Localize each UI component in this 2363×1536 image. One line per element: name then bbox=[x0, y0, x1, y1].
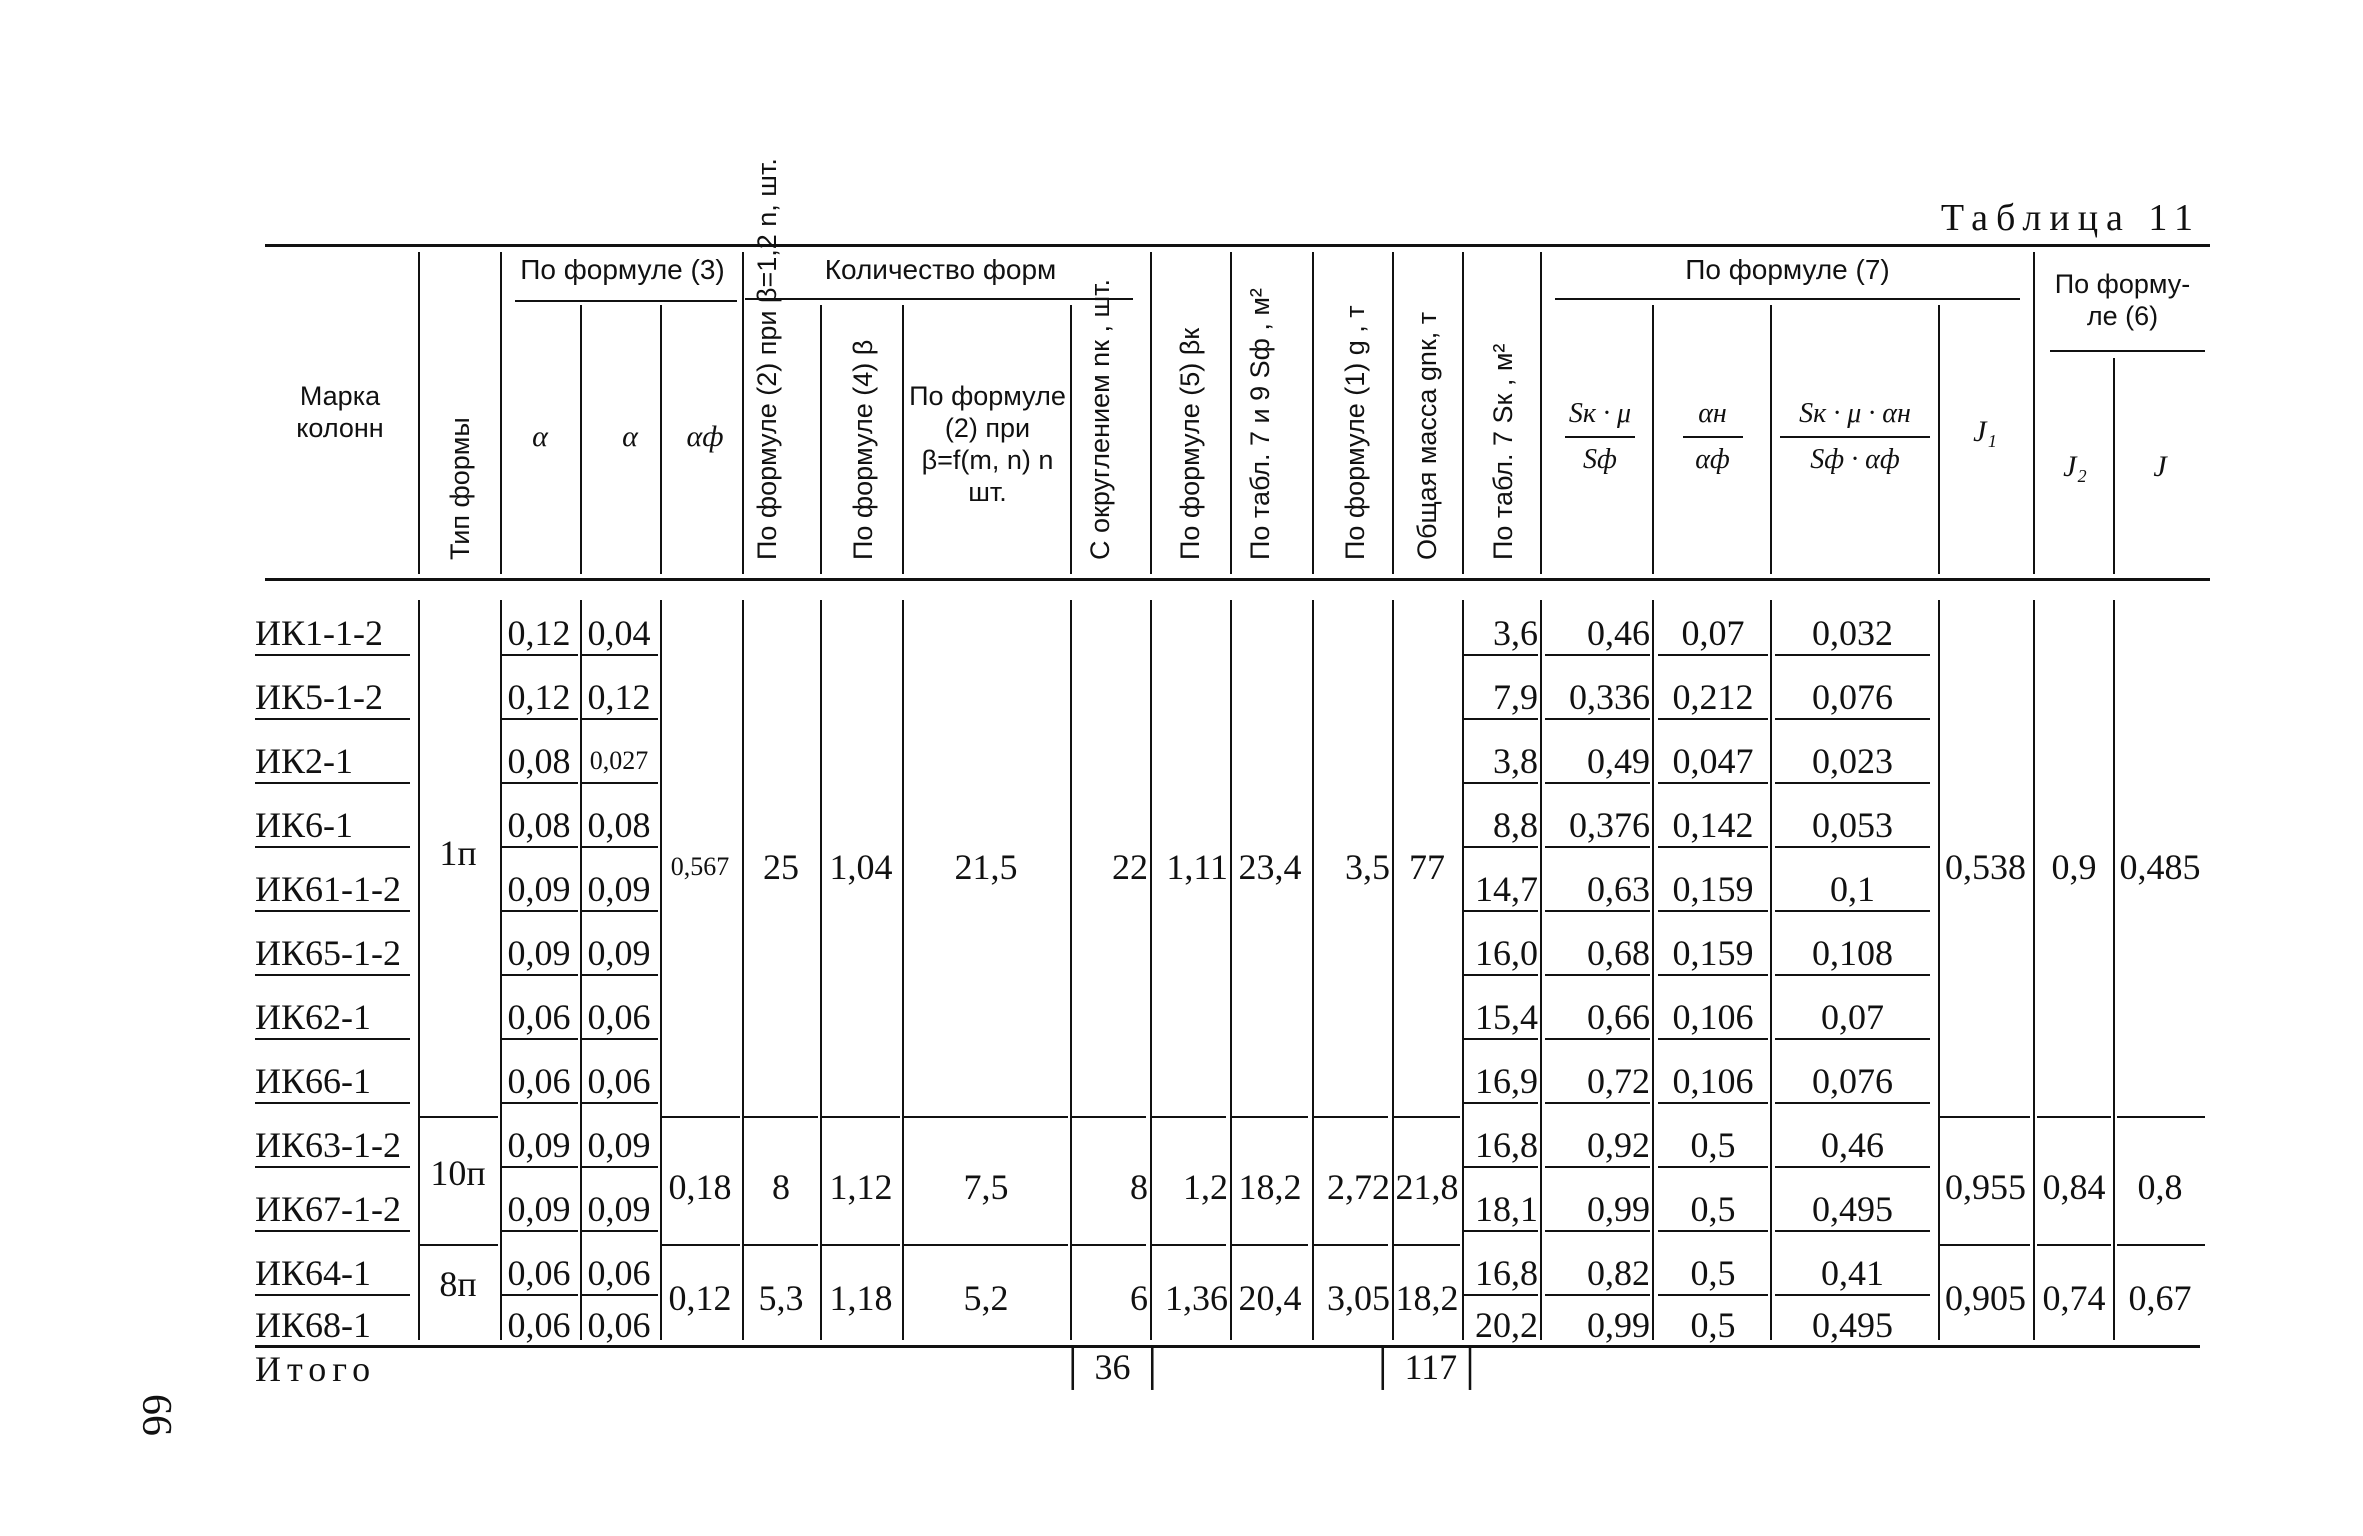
header-f7-c3 bbox=[1775, 398, 1935, 476]
hdr-sep bbox=[2113, 358, 2115, 574]
f6-group-underline bbox=[2050, 350, 2205, 352]
hdr-sep bbox=[1230, 252, 1232, 574]
group-separator-rule bbox=[744, 1116, 818, 1118]
row-f7-c1: 0,376 bbox=[1545, 804, 1650, 848]
header-f7-c1 bbox=[1550, 398, 1650, 476]
row-sk: 16,8 bbox=[1462, 1252, 1538, 1296]
header-f7-c2 bbox=[1660, 398, 1765, 476]
header-f1: По формуле (1) g , т bbox=[1340, 305, 1370, 560]
group-nk: 8 bbox=[1130, 1167, 1148, 1207]
hdr-sep bbox=[902, 305, 904, 574]
row-alpha-prime: 0,04 bbox=[580, 612, 658, 656]
group-j: 0,485 bbox=[2119, 847, 2201, 887]
row-f7-c1: 0,66 bbox=[1545, 996, 1650, 1040]
hdr-sep bbox=[742, 252, 744, 574]
body-column-rule bbox=[500, 600, 502, 1340]
group-separator-rule bbox=[1940, 1116, 2030, 1118]
group-separator-rule bbox=[904, 1116, 1068, 1118]
header-f4-beta: По формуле (4) β bbox=[848, 339, 878, 560]
header-f7-c1-den: Sф bbox=[1583, 444, 1617, 475]
row-sk: 3,6 bbox=[1462, 612, 1538, 656]
row-alpha: 0,06 bbox=[500, 1304, 578, 1348]
total-nk: │ 36 │ bbox=[1060, 1347, 1166, 1387]
group-alpha-f: 0,567 bbox=[670, 852, 730, 881]
header-group-f3: По формуле (3) bbox=[520, 254, 725, 285]
header-tabl7: По табл. 7 Sк , м² bbox=[1488, 343, 1518, 560]
row-alpha: 0,06 bbox=[500, 996, 578, 1040]
header-f7-c3-num: Sк · μ · αн bbox=[1799, 398, 1911, 429]
group-n12: 8 bbox=[772, 1167, 790, 1207]
header-f7-c3-den: Sф · αф bbox=[1810, 444, 1900, 475]
row-f7-c2: 0,047 bbox=[1658, 740, 1768, 784]
hdr-sep bbox=[660, 305, 662, 574]
header-f7-c1-num: Sк · μ bbox=[1568, 398, 1632, 429]
group-nf: 21,5 bbox=[954, 847, 1018, 887]
row-f7-c3: 0,053 bbox=[1775, 804, 1930, 848]
hdr-sep bbox=[418, 252, 420, 574]
group-nk: 6 bbox=[1130, 1278, 1148, 1318]
row-alpha-prime: 0,09 bbox=[580, 868, 658, 912]
row-f7-c3: 0,032 bbox=[1775, 612, 1930, 656]
group-beta4: 1,12 bbox=[829, 1167, 893, 1207]
hdr-sep bbox=[820, 305, 822, 574]
row-f7-c1: 0,99 bbox=[1545, 1188, 1650, 1232]
total-nk-value: 36 bbox=[1094, 1347, 1131, 1387]
hdr-sep bbox=[1150, 252, 1152, 574]
count-group-underline bbox=[745, 298, 1133, 300]
group-type: 10п bbox=[430, 1153, 486, 1193]
total-label: Итого bbox=[255, 1349, 377, 1389]
hdr-sep bbox=[1312, 252, 1314, 574]
group-separator-rule bbox=[904, 1244, 1068, 1246]
row-alpha: 0,08 bbox=[500, 740, 578, 784]
row-f7-c3: 0,108 bbox=[1775, 932, 1930, 976]
group-type: 1п bbox=[439, 833, 477, 873]
group-mass: 18,2 bbox=[1395, 1278, 1459, 1318]
group-separator-rule bbox=[420, 1116, 498, 1118]
group-bk: 1,2 bbox=[1183, 1167, 1228, 1207]
top-rule bbox=[265, 244, 2210, 247]
row-alpha: 0,09 bbox=[500, 1124, 578, 1168]
group-separator-rule bbox=[1394, 1116, 1460, 1118]
body-column-rule bbox=[1070, 600, 1072, 1340]
hdr-sep bbox=[580, 305, 582, 574]
group-separator-rule bbox=[1232, 1244, 1308, 1246]
row-f7-c2: 0,106 bbox=[1658, 996, 1768, 1040]
row-f7-c1: 0,99 bbox=[1545, 1304, 1650, 1348]
row-alpha-prime: 0,027 bbox=[580, 740, 658, 784]
row-f7-c3: 0,41 bbox=[1775, 1252, 1930, 1296]
group-g: 2,72 bbox=[1327, 1167, 1390, 1207]
row-mark: ИК66-1 bbox=[255, 1060, 410, 1104]
header-group-f7: По формуле (7) bbox=[1685, 254, 1890, 285]
row-f7-c2: 0,07 bbox=[1658, 612, 1768, 656]
row-mark: ИК1-1-2 bbox=[255, 612, 410, 656]
row-alpha: 0,06 bbox=[500, 1060, 578, 1104]
header-type: Тип формы bbox=[445, 417, 475, 560]
header-bottom-rule bbox=[265, 578, 2210, 581]
row-alpha-prime: 0,06 bbox=[580, 1060, 658, 1104]
row-sk: 7,9 bbox=[1462, 676, 1538, 720]
header-mass: Общая масса gnк, т bbox=[1412, 311, 1442, 560]
row-f7-c2: 0,106 bbox=[1658, 1060, 1768, 1104]
row-alpha: 0,09 bbox=[500, 1188, 578, 1232]
group-separator-rule bbox=[1152, 1116, 1226, 1118]
row-f7-c2: 0,5 bbox=[1658, 1188, 1768, 1232]
body-column-rule bbox=[1392, 600, 1394, 1340]
row-f7-c3: 0,495 bbox=[1775, 1188, 1930, 1232]
group-separator-rule bbox=[1072, 1244, 1146, 1246]
group-separator-rule bbox=[662, 1116, 740, 1118]
header-alpha-f: αф bbox=[686, 420, 724, 453]
group-separator-rule bbox=[662, 1244, 740, 1246]
row-alpha: 0,06 bbox=[500, 1252, 578, 1296]
header-f7-c2-num: αн bbox=[1698, 398, 1727, 429]
row-f7-c3: 0,495 bbox=[1775, 1304, 1930, 1348]
row-alpha-prime: 0,09 bbox=[580, 1124, 658, 1168]
header-j: J bbox=[2153, 450, 2167, 483]
row-mark: ИК68-1 bbox=[255, 1304, 410, 1348]
group-j2: 0,84 bbox=[2042, 1167, 2106, 1207]
row-mark: ИК5-1-2 bbox=[255, 676, 410, 720]
header-j1: J₁ bbox=[1973, 415, 1997, 448]
group-separator-rule bbox=[1314, 1244, 1388, 1246]
body-column-rule bbox=[660, 600, 662, 1340]
row-f7-c2: 0,5 bbox=[1658, 1304, 1768, 1348]
header-f7-c2-den: αф bbox=[1695, 444, 1730, 475]
row-f7-c1: 0,68 bbox=[1545, 932, 1650, 976]
group-sf: 20,4 bbox=[1238, 1278, 1302, 1318]
row-sk: 16,8 bbox=[1462, 1124, 1538, 1168]
body-column-rule bbox=[1540, 600, 1542, 1340]
row-alpha: 0,12 bbox=[500, 612, 578, 656]
group-beta4: 1,04 bbox=[829, 847, 893, 887]
group-mass: 21,8 bbox=[1395, 1167, 1459, 1207]
row-mark: ИК6-1 bbox=[255, 804, 410, 848]
row-mark: ИК62-1 bbox=[255, 996, 410, 1040]
row-alpha-prime: 0,06 bbox=[580, 1252, 658, 1296]
body-column-rule bbox=[2033, 600, 2035, 1340]
hdr-sep bbox=[2033, 252, 2035, 574]
group-nf: 7,5 bbox=[963, 1167, 1009, 1207]
group-separator-rule bbox=[2037, 1116, 2111, 1118]
group-alpha-f: 0,18 bbox=[668, 1167, 732, 1207]
group-j1: 0,955 bbox=[1945, 1167, 2026, 1207]
header-group-f6: По форму-ле (6) bbox=[2054, 269, 2191, 331]
group-separator-rule bbox=[420, 1244, 498, 1246]
row-alpha: 0,12 bbox=[500, 676, 578, 720]
group-separator-rule bbox=[2117, 1116, 2205, 1118]
row-mark: ИК61-1-2 bbox=[255, 868, 410, 912]
body-column-rule bbox=[742, 600, 744, 1340]
hdr-sep bbox=[1392, 252, 1394, 574]
body-column-rule bbox=[580, 600, 582, 1340]
table-title: Таблица 11 bbox=[1940, 197, 2201, 239]
group-j1: 0,905 bbox=[1945, 1278, 2026, 1318]
group-type: 8п bbox=[439, 1264, 477, 1304]
body-column-rule bbox=[1462, 600, 1464, 1340]
group-bk: 1,36 bbox=[1165, 1278, 1228, 1318]
row-mark: ИК2-1 bbox=[255, 740, 410, 784]
hdr-sep bbox=[500, 252, 502, 574]
group-sf: 23,4 bbox=[1238, 847, 1302, 887]
row-f7-c1: 0,336 bbox=[1545, 676, 1650, 720]
row-f7-c2: 0,5 bbox=[1658, 1252, 1768, 1296]
row-sk: 18,1 bbox=[1462, 1188, 1538, 1232]
group-j2: 0,74 bbox=[2042, 1278, 2106, 1318]
header-alpha: α bbox=[532, 420, 548, 453]
row-f7-c1: 0,49 bbox=[1545, 740, 1650, 784]
row-sk: 8,8 bbox=[1462, 804, 1538, 848]
hdr-sep bbox=[1070, 305, 1072, 574]
row-f7-c2: 0,212 bbox=[1658, 676, 1768, 720]
row-alpha-prime: 0,06 bbox=[580, 996, 658, 1040]
row-alpha-prime: 0,08 bbox=[580, 804, 658, 848]
group-n12: 25 bbox=[763, 847, 799, 887]
row-alpha-prime: 0,09 bbox=[580, 932, 658, 976]
row-f7-c3: 0,076 bbox=[1775, 1060, 1930, 1104]
body-column-rule bbox=[1938, 600, 1940, 1340]
group-separator-rule bbox=[1940, 1244, 2030, 1246]
group-separator-rule bbox=[1232, 1116, 1308, 1118]
header-alpha-prime: α bbox=[622, 420, 638, 453]
row-f7-c2: 0,142 bbox=[1658, 804, 1768, 848]
group-bk: 1,11 bbox=[1166, 847, 1228, 887]
row-mark: ИК65-1-2 bbox=[255, 932, 410, 976]
group-g: 3,5 bbox=[1345, 847, 1390, 887]
header-group-count: Количество форм bbox=[824, 254, 1057, 285]
row-sk: 16,0 bbox=[1462, 932, 1538, 976]
row-f7-c1: 0,72 bbox=[1545, 1060, 1650, 1104]
body-column-rule bbox=[1150, 600, 1152, 1340]
row-f7-c3: 0,023 bbox=[1775, 740, 1930, 784]
body-column-rule bbox=[820, 600, 822, 1340]
group-separator-rule bbox=[1394, 1244, 1460, 1246]
row-f7-c3: 0,07 bbox=[1775, 996, 1930, 1040]
body-column-rule bbox=[902, 600, 904, 1340]
row-alpha: 0,09 bbox=[500, 932, 578, 976]
group-n12: 5,3 bbox=[758, 1278, 804, 1318]
group-separator-rule bbox=[2117, 1244, 2205, 1246]
row-f7-c1: 0,92 bbox=[1545, 1124, 1650, 1168]
row-sk: 16,9 bbox=[1462, 1060, 1538, 1104]
row-f7-c1: 0,63 bbox=[1545, 868, 1650, 912]
body-column-rule bbox=[1312, 600, 1314, 1340]
header-rounded: С округлением nк , шт. bbox=[1085, 278, 1115, 560]
group-separator-rule bbox=[1072, 1116, 1146, 1118]
group-mass: 77 bbox=[1409, 847, 1445, 887]
hdr-sep bbox=[1938, 305, 1940, 574]
page-number: 66 bbox=[133, 1394, 179, 1436]
f7-group-underline bbox=[1555, 298, 2020, 300]
group-nk: 22 bbox=[1112, 847, 1148, 887]
row-sk: 15,4 bbox=[1462, 996, 1538, 1040]
row-mark: ИК67-1-2 bbox=[255, 1188, 410, 1232]
row-mark: ИК64-1 bbox=[255, 1252, 410, 1296]
hdr-sep bbox=[1540, 252, 1542, 574]
row-sk: 14,7 bbox=[1462, 868, 1538, 912]
header-tabl79: По табл. 7 и 9 Sф , м² bbox=[1245, 288, 1275, 560]
row-f7-c3: 0,46 bbox=[1775, 1124, 1930, 1168]
header-f5: По формуле (5) βк bbox=[1175, 327, 1205, 560]
row-alpha-prime: 0,09 bbox=[580, 1188, 658, 1232]
group-separator-rule bbox=[1152, 1244, 1226, 1246]
row-f7-c2: 0,5 bbox=[1658, 1124, 1768, 1168]
row-f7-c3: 0,076 bbox=[1775, 676, 1930, 720]
row-mark: ИК63-1-2 bbox=[255, 1124, 410, 1168]
hdr-sep bbox=[1462, 252, 1464, 574]
hdr-sep bbox=[1770, 305, 1772, 574]
body-column-rule bbox=[1230, 600, 1232, 1340]
total-mass-value: 117 bbox=[1404, 1347, 1458, 1387]
group-separator-rule bbox=[2037, 1244, 2111, 1246]
group-sf: 18,2 bbox=[1238, 1167, 1302, 1207]
row-f7-c2: 0,159 bbox=[1658, 868, 1768, 912]
group-g: 3,05 bbox=[1327, 1278, 1390, 1318]
total-mass: │ 117│ bbox=[1370, 1347, 1483, 1387]
group-alpha-f: 0,12 bbox=[668, 1278, 732, 1318]
header-j2: J₂ bbox=[2063, 450, 2087, 483]
group-separator-rule bbox=[822, 1244, 900, 1246]
row-sk: 20,2 bbox=[1462, 1304, 1538, 1348]
f3-group-underline bbox=[515, 300, 737, 302]
header-f2-fmn: По формуле (2) при β=f(m, n) n шт. bbox=[909, 381, 1066, 507]
header-mark: Марка колонн bbox=[296, 381, 384, 443]
group-separator-rule bbox=[744, 1244, 818, 1246]
row-f7-c2: 0,159 bbox=[1658, 932, 1768, 976]
group-j2: 0,9 bbox=[2051, 847, 2097, 887]
row-f7-c1: 0,46 bbox=[1545, 612, 1650, 656]
body-column-rule bbox=[1652, 600, 1654, 1340]
header-f2-beta: По формуле (2) при β=1,2 n, шт. bbox=[752, 158, 782, 560]
group-j1: 0,538 bbox=[1945, 847, 2026, 887]
hdr-sep bbox=[1652, 305, 1654, 574]
group-separator-rule bbox=[1314, 1116, 1388, 1118]
group-j: 0,8 bbox=[2137, 1167, 2183, 1207]
body-column-rule bbox=[418, 600, 420, 1340]
body-column-rule bbox=[1770, 600, 1772, 1340]
row-sk: 3,8 bbox=[1462, 740, 1538, 784]
group-nf: 5,2 bbox=[963, 1278, 1009, 1318]
body-column-rule bbox=[2113, 600, 2115, 1340]
group-separator-rule bbox=[822, 1116, 900, 1118]
row-alpha-prime: 0,06 bbox=[580, 1304, 658, 1348]
group-beta4: 1,18 bbox=[829, 1278, 893, 1318]
row-alpha: 0,09 bbox=[500, 868, 578, 912]
group-j: 0,67 bbox=[2128, 1278, 2192, 1318]
row-f7-c3: 0,1 bbox=[1775, 868, 1930, 912]
row-alpha: 0,08 bbox=[500, 804, 578, 848]
row-alpha-prime: 0,12 bbox=[580, 676, 658, 720]
row-f7-c1: 0,82 bbox=[1545, 1252, 1650, 1296]
